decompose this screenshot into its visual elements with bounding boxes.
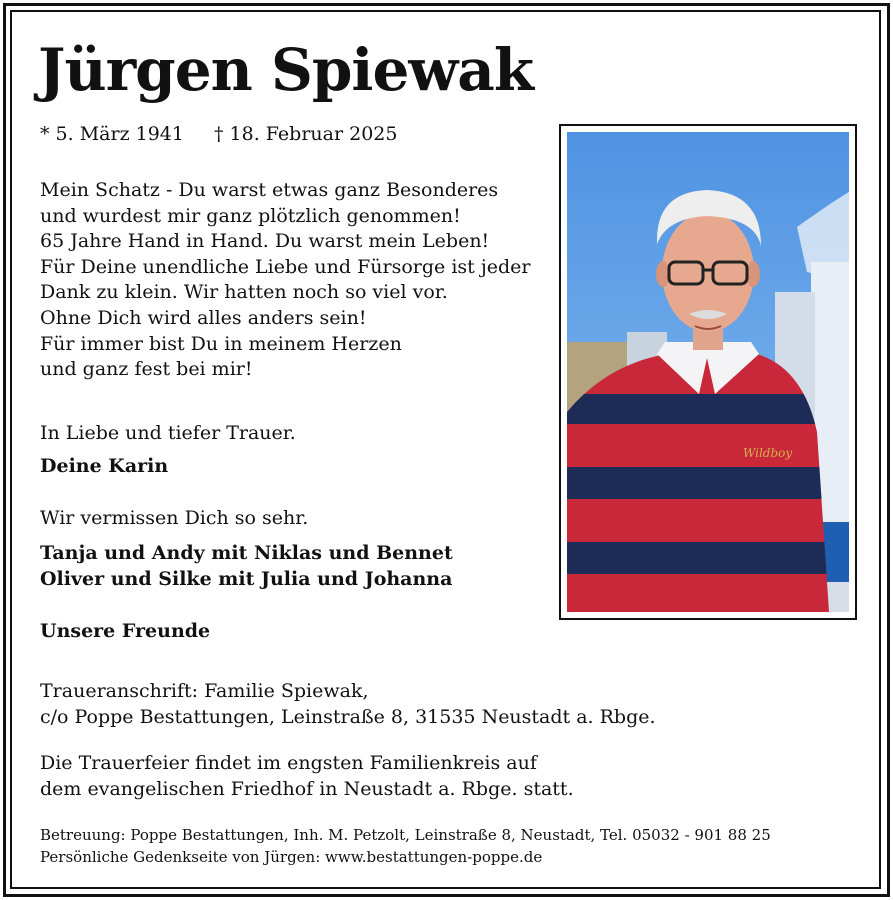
ceremony-line: Die Trauerfeier findet im engsten Familienkreis auf: [40, 752, 537, 774]
funeral-home-footer: [40, 824, 771, 868]
mourning-address: [40, 678, 656, 730]
friends-signer: Unsere Freunde: [40, 620, 211, 642]
poem-line: Für Deine unendliche Liebe und Fürsorge ist jeder: [40, 255, 531, 278]
portrait-frame: [559, 124, 857, 620]
address-line: c/o Poppe Bestattungen, Leinstraße 8, 31535 Neustadt a. Rbge.: [40, 706, 656, 728]
poem-line: und ganz fest bei mir!: [40, 358, 253, 381]
deceased-name: Jürgen Spiewak: [38, 36, 534, 104]
death-date: † 18. Februar 2025: [213, 123, 398, 145]
poem-line: Dank zu klein. Wir hatten noch so viel vor.: [40, 281, 448, 304]
footer-line: Betreuung: Poppe Bestattungen, Inh. M. Petzolt, Leinstraße 8, Neustadt, Tel. 05032 - 901 88 25: [40, 826, 771, 844]
address-line: Traueranschrift: Familie Spiewak,: [40, 680, 369, 702]
poem-line: Ohne Dich wird alles anders sein!: [40, 306, 367, 329]
portrait-photo: [567, 132, 849, 612]
poem-line: 65 Jahre Hand in Hand. Du warst mein Leben!: [40, 230, 490, 253]
family-line-1: Tanja und Andy mit Niklas und Bennet: [40, 542, 453, 564]
mourning-intro: In Liebe und tiefer Trauer.: [40, 422, 296, 444]
life-dates: [40, 120, 397, 148]
poem-line: Für immer bist Du in meinem Herzen: [40, 332, 402, 355]
ceremony-line: dem evangelischen Friedhof in Neustadt a. Rbge. statt.: [40, 778, 574, 800]
poem-line: Mein Schatz - Du warst etwas ganz Besonderes: [40, 179, 499, 201]
svg-text:Wildboy: Wildboy: [743, 446, 793, 460]
memorial-poem: [40, 178, 530, 383]
family-line-2: Oliver und Silke mit Julia und Johanna: [40, 568, 453, 590]
ceremony-notice: [40, 750, 574, 802]
footer-line: Persönliche Gedenkseite von Jürgen: www.bestattungen-poppe.de: [40, 848, 543, 866]
portrait-illustration: [567, 132, 849, 612]
poem-line: und wurdest mir ganz plötzlich genommen!: [40, 204, 461, 227]
missing-intro: Wir vermissen Dich so sehr.: [40, 507, 309, 529]
birth-date: * 5. März 1941: [40, 123, 184, 145]
signer-karin: Deine Karin: [40, 455, 169, 477]
